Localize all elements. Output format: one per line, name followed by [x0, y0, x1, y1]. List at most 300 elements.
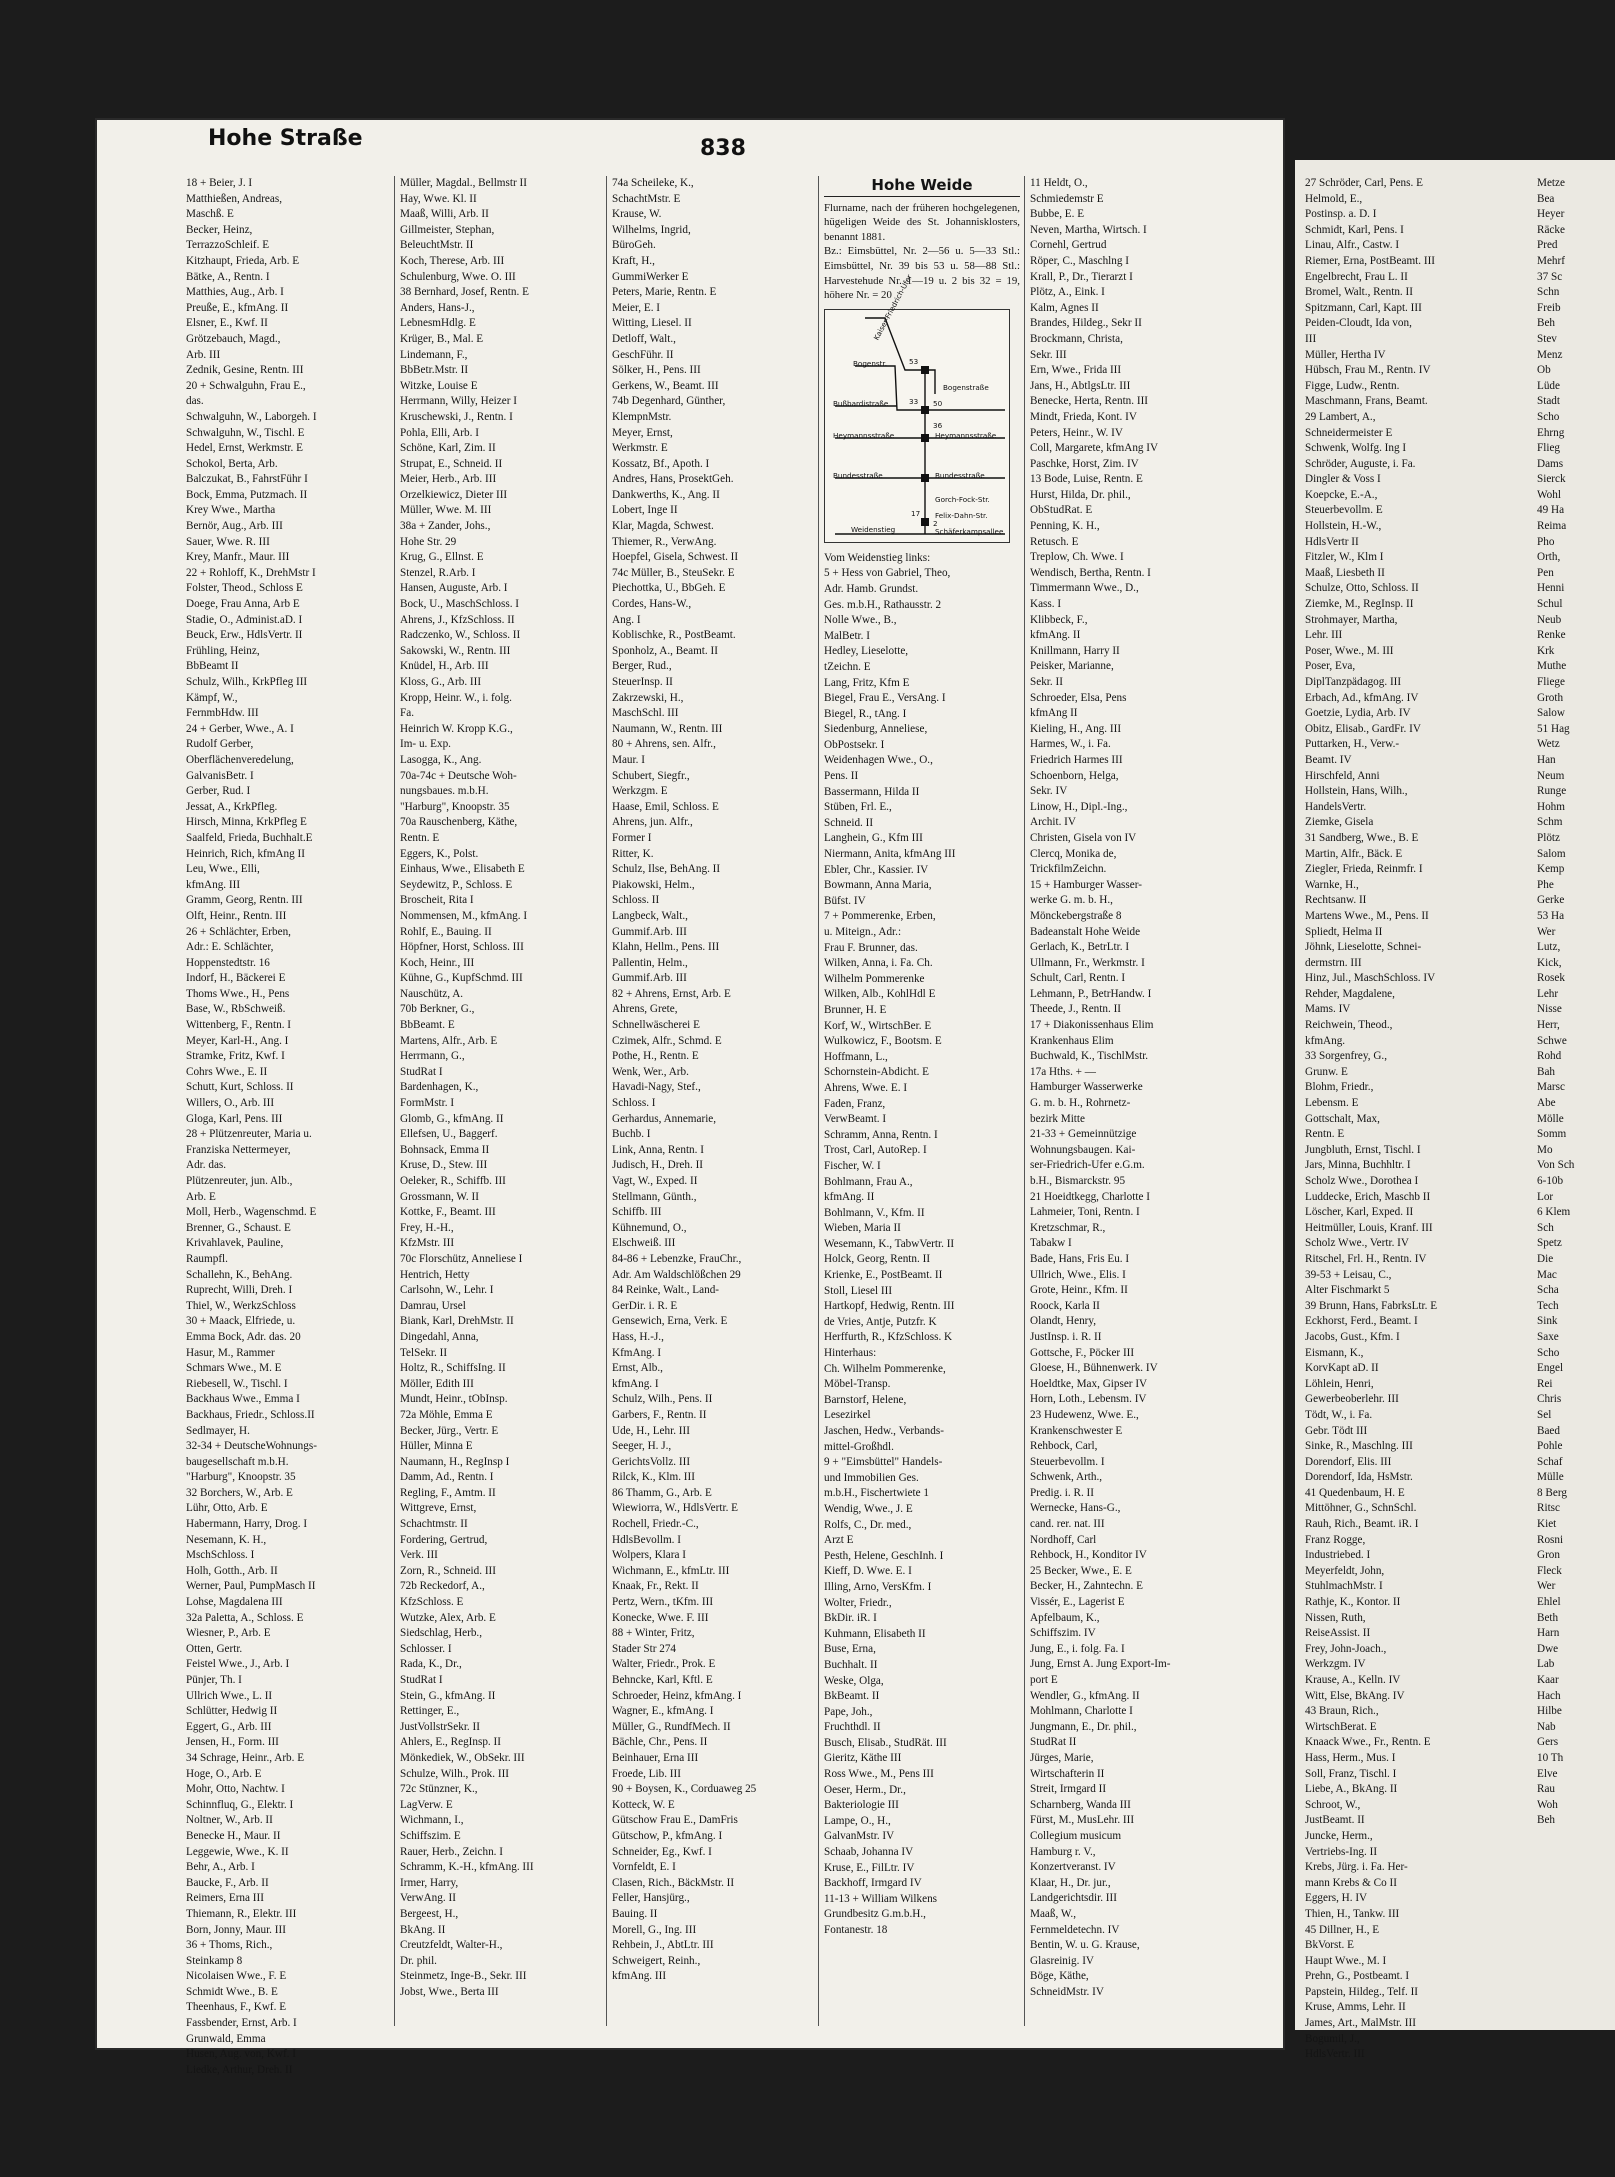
- directory-entry: Timmermann Wwe., D.,: [1030, 582, 1139, 595]
- directory-entry: Schöne, Karl, Zim. II: [400, 442, 496, 455]
- directory-entry: TelSekr. II: [400, 1346, 448, 1359]
- directory-entry: Schulz, Wilh., Pens. II: [612, 1393, 713, 1406]
- directory-entry: Lutz,: [1537, 941, 1561, 954]
- directory-entry: Haupt Wwe., M. I: [1305, 1954, 1387, 1967]
- directory-entry: "Harburg", Knoopstr. 35: [400, 800, 510, 813]
- directory-entry: Büfst. IV: [824, 894, 866, 907]
- directory-entry: und Immobilien Ges.: [824, 1471, 919, 1484]
- directory-entry: Kick,: [1537, 956, 1562, 969]
- directory-entry: Pothe, H., Rentn. E: [612, 1050, 699, 1063]
- directory-entry: Illing, Arno, VersKfm. I: [824, 1580, 932, 1593]
- directory-entry: kfmAng. III: [612, 1970, 667, 1983]
- directory-entry: 8 Berg: [1537, 1486, 1567, 1499]
- directory-entry: Maaß, Liesbeth II: [1305, 566, 1385, 579]
- directory-entry: Wetz: [1537, 738, 1560, 751]
- directory-entry: Sponholz, A., Beamt. II: [612, 644, 718, 657]
- directory-entry: Meier, Herb., Arb. III: [400, 473, 497, 486]
- directory-entry: Lüde: [1537, 379, 1560, 392]
- map-label: Bußbardistraße: [833, 398, 889, 408]
- directory-entry: Leu, Wwe., Elli,: [186, 863, 260, 876]
- directory-entry: Franziska Nettermeyer,: [186, 1143, 291, 1156]
- directory-entry: JustVollstrSekr. II: [400, 1720, 480, 1733]
- column-4: [824, 176, 1020, 2026]
- directory-entry: kfmAng. I: [612, 1377, 659, 1390]
- directory-entry: Henni: [1537, 582, 1565, 595]
- directory-entry: Rohlf, E., Bauing. II: [400, 925, 492, 938]
- directory-entry: Scholz Wwe., Vertr. IV: [1305, 1237, 1409, 1250]
- directory-entry: Retusch. E: [1030, 535, 1079, 548]
- directory-entry: Gramm, Georg, Rentn. III: [186, 894, 303, 907]
- directory-entry: Wer: [1537, 925, 1556, 938]
- directory-entry: Tabakw I: [1030, 1237, 1072, 1250]
- directory-entry: Witting, Liesel. II: [612, 317, 692, 330]
- directory-entry: Dams: [1537, 457, 1564, 470]
- directory-entry: Pallentin, Helm.,: [612, 956, 688, 969]
- directory-entry: Gloga, Karl, Pens. III: [186, 1112, 283, 1125]
- directory-entry: Lobert, Inge II: [612, 504, 678, 517]
- directory-entry: Bätke, A., Rentn. I: [186, 270, 270, 283]
- directory-entry: Horn, Loth., Lebensm. IV: [1030, 1393, 1147, 1406]
- directory-entry: Fassbender, Ernst, Arb. I: [186, 2017, 297, 2030]
- directory-entry: Gieritz, Käthe III: [824, 1752, 902, 1765]
- directory-entry: Faden, Franz,: [824, 1097, 886, 1110]
- directory-entry: ObPostsekr. I: [824, 738, 885, 751]
- directory-entry: 9 + "Eimsbüttel" Handels-: [824, 1456, 943, 1469]
- directory-entry: Bauing. II: [612, 1907, 658, 1920]
- directory-entry: 82 + Ahrens, Ernst, Arb. E: [612, 987, 731, 1000]
- directory-entry: Bohlmann, Frau A.,: [824, 1175, 913, 1188]
- directory-entry: Pens. II: [824, 770, 859, 783]
- directory-entry: Ahrens, Wwe. E. I: [824, 1081, 908, 1094]
- directory-entry: 13 Bode, Luise, Rentn. E: [1030, 473, 1143, 486]
- directory-entry: Schutt, Kurt, Schloss. II: [186, 1081, 294, 1094]
- directory-entry: Hass, Herm., Mus. I: [1305, 1751, 1396, 1764]
- directory-entry: Hohm: [1537, 800, 1565, 813]
- directory-entry: Salom: [1537, 847, 1566, 860]
- district-info: Bz.: Eimsbüttel, Nr. 2—56 u. 5—33 Stl.: Eimsbüttel, Nr. 39 bis 53 u. 58—88 Stl.: Harvestehude Nr. 1—19 u. 2 bis 32 = 19, höhere Nr. = 20: [824, 245, 1020, 302]
- directory-entry: Im- u. Exp.: [400, 738, 451, 751]
- directory-entry: Schiffszim. IV: [1030, 1627, 1096, 1640]
- directory-entry: 11-13 + William Wilkens: [824, 1892, 938, 1905]
- directory-entry: Freib: [1537, 301, 1561, 314]
- directory-entry: Erbach, Ad., kfmAng. IV: [1305, 691, 1419, 704]
- directory-entry: Oeleker, R., Schiffb. III: [400, 1175, 506, 1187]
- directory-entry: Kruse, E., FilLtr. IV: [824, 1861, 915, 1874]
- directory-entry: Hedel, Ernst, Werkmstr. E: [186, 442, 303, 455]
- directory-entry: Czimek, Alfr., Schmd. E: [612, 1034, 722, 1047]
- directory-entry: Schlosser. I: [400, 1642, 452, 1655]
- directory-entry: Morell, G., Ing. III: [612, 1923, 697, 1936]
- directory-entry: Becker, Jürg., Vertr. E: [400, 1424, 499, 1437]
- directory-entry: 84-86 + Lebenzke, FrauChr.,: [612, 1252, 742, 1265]
- directory-entry: Lehmann, P., BetrHandw. I: [1030, 987, 1152, 1000]
- directory-entry: 32-34 + DeutscheWohnungs-: [186, 1440, 317, 1453]
- directory-entry: 21 Hoeidtkegg, Charlotte I: [1030, 1190, 1150, 1203]
- map-label: Schäferkampsallee: [935, 526, 1004, 536]
- directory-entry: Gottsche, F., Pöcker III: [1030, 1346, 1135, 1359]
- directory-entry: Wulkowicz, F., Bootsm. E: [824, 1035, 942, 1048]
- directory-entry: Grunwald, Emma: [186, 2032, 266, 2045]
- directory-entry: 36 + Thoms, Rich.,: [186, 1939, 273, 1952]
- directory-entry: kfmAng II: [1030, 707, 1078, 720]
- directory-entry: Jöhnk, Lieselotte, Schnei-: [1305, 941, 1422, 954]
- directory-entry: Harn: [1537, 1627, 1560, 1640]
- directory-entry: Mindt, Frieda, Kont. IV: [1030, 410, 1137, 423]
- directory-entry: Witt, Else, BkAng. IV: [1305, 1689, 1405, 1702]
- directory-entry: Wendig, Wwe., J. E: [824, 1502, 913, 1515]
- column-divider: [606, 176, 607, 2026]
- directory-entry: Krivahlavek, Pauline,: [186, 1237, 284, 1250]
- directory-entry: KfzSchloss. E: [400, 1596, 464, 1609]
- directory-entry: 18 + Beier, J. I: [186, 177, 253, 189]
- directory-entry: Kaar: [1537, 1674, 1559, 1686]
- directory-entry: Franz Rogge,: [1305, 1533, 1366, 1546]
- directory-entry: Pohle: [1537, 1440, 1563, 1453]
- directory-entry: Schulz, Ilse, BehAng. II: [612, 863, 721, 876]
- directory-entry: Jacobs, Gust., Kfm. I: [1305, 1330, 1400, 1343]
- directory-entry: Spliedt, Helma II: [1305, 925, 1383, 938]
- directory-entry: Scho: [1537, 1346, 1560, 1359]
- directory-entry: Gerhardus, Annemarie,: [612, 1112, 717, 1125]
- directory-entry: Mittöhner, G., SchnSchl.: [1305, 1502, 1417, 1515]
- directory-entry: Rehbein, J., AbtLtr. III: [612, 1939, 714, 1952]
- directory-entry: Hilbe: [1537, 1705, 1562, 1718]
- directory-entry: Langbeck, Walt.,: [612, 909, 688, 922]
- directory-entry: Hansen, Auguste, Arb. I: [400, 582, 508, 595]
- directory-entry: Schröder, Auguste, i. Fa.: [1305, 457, 1416, 470]
- directory-entry: Damrau, Ursel: [400, 1299, 466, 1312]
- directory-entry: Wolter, Friedr.,: [824, 1596, 892, 1609]
- directory-entry: Kitzhaupt, Frieda, Arb. E: [186, 254, 300, 267]
- directory-entry: Bakteriologie III: [824, 1799, 899, 1812]
- directory-entry: Hohe Str. 29: [400, 535, 457, 548]
- directory-entry: GeschFühr. II: [612, 348, 674, 361]
- right-page: [1295, 160, 1615, 2061]
- directory-entry: Koepcke, E.-A.,: [1305, 488, 1378, 501]
- directory-entry: 37 Sc: [1537, 270, 1563, 283]
- directory-entry: Link, Anna, Rentn. I: [612, 1143, 704, 1156]
- directory-entry: Rosek: [1537, 972, 1565, 985]
- directory-entry: Apfelbaum, K.,: [1030, 1611, 1100, 1624]
- directory-entry: Steinmetz, Inge-B., Sekr. III: [400, 1970, 527, 1983]
- directory-entry: Ahrens, Grete,: [612, 1003, 678, 1016]
- directory-entry: Schinnfluq, G., Elektr. I: [186, 1798, 294, 1811]
- directory-entry: Tödt, W., i. Fa.: [1305, 1408, 1373, 1421]
- directory-entry: Meyer, Karl-H., Ang. I: [186, 1034, 289, 1047]
- directory-entry: Marsc: [1537, 1081, 1565, 1094]
- directory-entry: Bah: [1537, 1065, 1556, 1078]
- directory-entry: Sakowski, W., Rentn. III: [400, 644, 511, 657]
- directory-entry: Hass, H.-J.,: [612, 1330, 664, 1343]
- directory-entry: mann Krebs & Co II: [1305, 1876, 1397, 1889]
- column-4-entries: [824, 551, 1020, 1939]
- directory-entry: Frey, H.-H.,: [400, 1221, 454, 1234]
- directory-entry: Schramm, K.-H., kfmAng. III: [400, 1861, 534, 1874]
- directory-entry: Müller, G., RundfMech. II: [612, 1720, 731, 1733]
- directory-entry: Somm: [1537, 1128, 1567, 1141]
- directory-entry: port E: [1030, 1674, 1058, 1686]
- directory-entry: Wittgreve, Ernst,: [400, 1502, 477, 1515]
- directory-entry: Koch, Therese, Arb. III: [400, 254, 505, 267]
- directory-entry: Indorf, H., Bäckerei E: [186, 972, 286, 985]
- directory-entry: Langhein, G., Kfm III: [824, 832, 923, 845]
- directory-entry: Liebe, A., BkAng. II: [1305, 1783, 1398, 1796]
- directory-entry: Müller, Hertha IV: [1305, 348, 1386, 361]
- directory-entry: Schokol, Berta, Arb.: [186, 457, 278, 470]
- directory-entry: Ullrich Wwe., L. II: [186, 1689, 273, 1702]
- directory-entry: Jensen, H., Form. III: [186, 1736, 279, 1749]
- directory-entry: Ern, Wwe., Frida III: [1030, 364, 1122, 377]
- directory-entry: 24 + Gerber, Wwe., A. I: [186, 722, 294, 735]
- directory-entry: Damm, Ad., Rentn. I: [400, 1471, 494, 1484]
- directory-entry: Ellefsen, U., Baggerf.: [400, 1128, 498, 1141]
- directory-entry: Tech: [1537, 1299, 1559, 1312]
- directory-entry: Schweigert, Reinh.,: [612, 1954, 701, 1967]
- directory-entry: Meyerfeldt, John,: [1305, 1564, 1385, 1577]
- directory-entry: Juncke, Herm.,: [1305, 1829, 1373, 1842]
- section-title: Hohe Weide: [824, 178, 1020, 197]
- directory-entry: Hollstein, H.-W.,: [1305, 520, 1382, 533]
- directory-entry: Wesemann, K., TabwVertr. II: [824, 1237, 955, 1250]
- directory-entry: Gloese, H., Bühnenwerk. IV: [1030, 1362, 1158, 1375]
- directory-entry: Krause, W.: [612, 208, 662, 221]
- directory-entry: 53 Ha: [1537, 909, 1565, 922]
- directory-entry: Streit, Irmgard II: [1030, 1783, 1107, 1796]
- directory-entry: Höpfner, Horst, Schloss. III: [400, 941, 524, 954]
- directory-entry: m.b.H., Fischertwiete 1: [824, 1487, 930, 1500]
- directory-entry: Baed: [1537, 1424, 1560, 1437]
- directory-entry: Archit. IV: [1030, 816, 1076, 829]
- directory-entry: Judisch, H., Dreh. II: [612, 1159, 704, 1172]
- directory-entry: Arb. E: [186, 1190, 216, 1203]
- directory-entry: 74c Müller, B., SteuSekr. E: [612, 566, 735, 579]
- directory-entry: Gron: [1537, 1549, 1560, 1562]
- directory-entry: Koblischke, R., PostBeamt.: [612, 629, 736, 642]
- directory-entry: Garbers, F., Rentn. II: [612, 1408, 707, 1421]
- directory-entry: kfmAng.: [1305, 1034, 1346, 1047]
- directory-entry: Beth: [1537, 1611, 1559, 1624]
- directory-entry: 51 Hag: [1537, 722, 1570, 735]
- directory-entry: 22 + Rohloff, K., DrehMstr I: [186, 566, 316, 579]
- directory-entry: Prehn, G., Postbeamt. I: [1305, 1970, 1410, 1983]
- directory-entry: Biank, Karl, DrehMstr. II: [400, 1315, 514, 1328]
- directory-entry: Hurst, Hilda, Dr. phil.,: [1030, 488, 1131, 501]
- directory-entry: Engel: [1537, 1362, 1564, 1375]
- directory-entry: BbBetr.Mstr. II: [400, 364, 469, 377]
- directory-entry: Rada, K., Dr.,: [400, 1658, 462, 1671]
- directory-entry: Carlsohn, W., Lehr. I: [400, 1284, 494, 1297]
- directory-entry: Bächle, Chr., Pens. II: [612, 1736, 708, 1749]
- directory-entry: Schornstein-Abdicht. E: [824, 1066, 930, 1079]
- directory-entry: Jungbluth, Ernst, Tischl. I: [1305, 1143, 1421, 1156]
- directory-entry: Rau: [1537, 1783, 1556, 1796]
- directory-entry: 80 + Ahrens, sen. Alfr.,: [612, 738, 716, 751]
- directory-entry: Lohse, Magdalena III: [186, 1596, 283, 1609]
- directory-entry: Moll, Herb., Wagenschmd. E: [186, 1206, 317, 1219]
- directory-entry: Niermann, Anita, kfmAng III: [824, 848, 956, 861]
- directory-entry: Krankenhaus Elim: [1030, 1034, 1114, 1047]
- directory-entry: Gütschow, P., kfmAng. I: [612, 1829, 723, 1842]
- directory-entry: Holtz, R., SchiffsIng. II: [400, 1362, 506, 1375]
- directory-entry: das.: [186, 395, 204, 408]
- directory-entry: GerichtsVollz. III: [612, 1455, 691, 1468]
- directory-entry: b.H., Bismarckstr. 95: [1030, 1175, 1126, 1187]
- directory-entry: 34 Schrage, Heinr., Arb. E: [186, 1751, 305, 1764]
- directory-entry: Sekr. II: [1030, 676, 1063, 688]
- directory-entry: Neub: [1537, 613, 1562, 626]
- directory-entry: 6-10b: [1537, 1175, 1564, 1187]
- directory-entry: Stoll, Liesel III: [824, 1284, 893, 1297]
- directory-entry: Figge, Ludw., Rentn.: [1305, 379, 1400, 392]
- directory-entry: Adr.: E. Schlächter,: [186, 941, 274, 954]
- directory-entry: KfzMstr. III: [400, 1237, 455, 1250]
- directory-entry: Lehr. III: [1305, 629, 1343, 642]
- directory-entry: Scholz Wwe., Dorothea I: [1305, 1175, 1419, 1187]
- directory-entry: Regling, F., Amtm. II: [400, 1486, 496, 1499]
- directory-entry: Blohm, Friedr.,: [1305, 1081, 1374, 1094]
- column-divider: [818, 176, 819, 2026]
- directory-entry: Pred: [1537, 239, 1558, 252]
- directory-entry: 26 + Schlächter, Erben,: [186, 925, 291, 938]
- directory-entry: Oeser, Herm., Dr.,: [824, 1783, 906, 1796]
- directory-entry: Orth,: [1537, 551, 1561, 564]
- directory-entry: 86 Thamm, G., Arb. E: [612, 1486, 712, 1499]
- map-label: 33: [909, 396, 919, 406]
- directory-entry: Hedley, Lieselotte,: [824, 645, 909, 658]
- directory-entry: Olandt, Henry,: [1030, 1315, 1097, 1328]
- directory-entry: Fitzler, W., Klm I: [1305, 551, 1384, 564]
- directory-entry: Rauer, Herb., Zeichn. I: [400, 1845, 503, 1858]
- directory-entry: Ritschel, Frl. H., Rentn. IV: [1305, 1252, 1427, 1265]
- directory-entry: Buchhalt. II: [824, 1658, 878, 1671]
- directory-entry: 72a Möhle, Emma E: [400, 1408, 493, 1421]
- directory-entry: Schmidt Wwe., B. E: [186, 1985, 278, 1998]
- directory-entry: Bassermann, Hilda II: [824, 785, 920, 798]
- directory-entry: Hoge, O., Arb. E: [186, 1767, 262, 1780]
- directory-entry: Klibbeck, F.,: [1030, 613, 1088, 626]
- directory-entry: Badeanstalt Hohe Weide: [1030, 925, 1141, 938]
- directory-entry: TrickfilmZeichn.: [1030, 863, 1107, 876]
- directory-entry: Landgerichtsdir. III: [1030, 1892, 1117, 1905]
- directory-entry: Poser, Wwe., M. III: [1305, 644, 1394, 657]
- directory-entry: 74a Scheileke, K.,: [612, 177, 694, 189]
- directory-entry: FernmbHdw. III: [186, 707, 259, 720]
- directory-entry: Frau F. Brunner, das.: [824, 941, 918, 954]
- directory-entry: Naumann, W., Rentn. III: [612, 722, 723, 735]
- directory-entry: Wendler, G., kfmAng. II: [1030, 1689, 1140, 1702]
- directory-entry: BkAng. II: [400, 1923, 446, 1936]
- directory-entry: Feller, Hansjürg.,: [612, 1892, 690, 1905]
- directory-entry: 15 + Hamburger Wasser-: [1030, 878, 1142, 891]
- directory-entry: Schul: [1537, 598, 1563, 611]
- column-2: [400, 176, 590, 2026]
- directory-entry: SchneidMstr. IV: [1030, 1985, 1104, 1998]
- directory-entry: Eggert, G., Arb. III: [186, 1720, 272, 1733]
- directory-entry: Anders, Hans-J.,: [400, 301, 475, 314]
- directory-entry: Lor: [1537, 1190, 1554, 1203]
- directory-entry: Kalm, Agnes II: [1030, 301, 1099, 314]
- directory-entry: 38 Bernhard, Josef, Rentn. E: [400, 286, 529, 299]
- directory-entry: Neven, Martha, Wirtsch. I: [1030, 223, 1147, 236]
- directory-entry: Ges. m.b.H., Rathausstr. 2: [824, 598, 942, 611]
- directory-entry: Adr. Hamb. Grundst.: [824, 582, 919, 595]
- directory-entry: Saalfeld, Frieda, Buchhalt.E: [186, 831, 313, 844]
- directory-entry: Mehrf: [1537, 254, 1565, 267]
- directory-entry: Sedlmayer, H.: [186, 1424, 250, 1437]
- directory-entry: Wagner, E., kfmAng. I: [612, 1705, 714, 1718]
- map-label: Bundesstraße: [935, 470, 985, 480]
- directory-entry: Helmold, E.,: [1305, 192, 1363, 205]
- directory-entry: baugesellschaft m.b.H.: [186, 1455, 289, 1468]
- directory-entry: Linow, H., Dipl.-Ing.,: [1030, 800, 1128, 813]
- directory-entry: Postinsp. a. D. I: [1305, 208, 1377, 221]
- directory-entry: Fordering, Gertrud,: [400, 1533, 488, 1546]
- directory-entry: Penning, K. H.,: [1030, 520, 1100, 533]
- directory-entry: Stein, G., kfmAng. II: [400, 1689, 496, 1702]
- directory-entry: Siedschlag, Herb.,: [400, 1627, 483, 1640]
- directory-entry: Muthe: [1537, 660, 1567, 673]
- directory-entry: Schmiedemstr E: [1030, 192, 1104, 205]
- directory-entry: 21-33 + Gemeinnützige: [1030, 1128, 1137, 1141]
- directory-entry: Mundt, Heinr., tObInsp.: [400, 1393, 508, 1406]
- directory-entry: Elsner, E., Kwf. II: [186, 317, 268, 330]
- directory-entry: Maaß, Willi, Arb. II: [400, 208, 489, 221]
- directory-entry: Glasreinig. IV: [1030, 1954, 1095, 1967]
- directory-entry: 39-53 + Leisau, C.,: [1305, 1268, 1392, 1281]
- directory-entry: Gerlach, K., BetrLtr. I: [1030, 941, 1130, 954]
- directory-entry: Lab: [1537, 1658, 1555, 1671]
- directory-entry: HdlsBevollm. I: [612, 1533, 681, 1546]
- directory-entry: Dorendorf, Elis. III: [1305, 1455, 1392, 1468]
- directory-entry: Bea: [1537, 192, 1555, 205]
- directory-entry: Obitz, Elisab., GardFr. IV: [1305, 722, 1421, 735]
- directory-entry: Krause, A., Kelln. IV: [1305, 1674, 1401, 1686]
- directory-entry: GalvanMstr. IV: [824, 1830, 895, 1843]
- directory-entry: Sekr. IV: [1030, 785, 1068, 798]
- directory-entry: Ude, H., Lehr. III: [612, 1424, 690, 1437]
- directory-entry: Wenk, Wer., Arb.: [612, 1065, 689, 1078]
- directory-entry: Lehr: [1537, 987, 1559, 1000]
- directory-entry: 74b Degenhard, Günther,: [612, 395, 726, 408]
- directory-entry: Barnstorf, Helene,: [824, 1393, 907, 1406]
- directory-entry: Gebr. Tödt III: [1305, 1424, 1368, 1437]
- directory-entry: Benecke H., Maur. II: [186, 1829, 281, 1842]
- directory-entry: Spetz: [1537, 1237, 1562, 1250]
- directory-entry: Menz: [1537, 348, 1563, 361]
- directory-entry: 20 + Schwalguhn, Frau E.,: [186, 379, 306, 392]
- directory-entry: TerrazzoSchleif. E: [186, 239, 270, 252]
- directory-entry: 70a Rauschenberg, Käthe,: [400, 816, 518, 829]
- directory-entry: GummiWerker E: [612, 270, 689, 283]
- directory-entry: Einhaus, Wwe., Elisabeth E: [400, 863, 525, 876]
- directory-entry: Bohnsack, Emma II: [400, 1143, 490, 1156]
- directory-entry: Wichmann, E., kfmLtr. III: [612, 1564, 730, 1577]
- directory-entry: Nicolaisen Wwe., F. E: [186, 1970, 287, 1983]
- directory-entry: Creutzfeldt, Walter-H.,: [400, 1939, 503, 1952]
- directory-entry: Mülle: [1537, 1471, 1564, 1484]
- map-label: 17: [911, 508, 921, 518]
- directory-entry: Preuße, E., kfmAng. II: [186, 301, 289, 314]
- directory-entry: Becker, Heinz,: [186, 223, 253, 236]
- directory-entry: Ullrich, Wwe., Elis. I: [1030, 1268, 1126, 1281]
- directory-entry: Wirtschafterin II: [1030, 1767, 1105, 1780]
- directory-entry: Thiemer, R., VerwAng.: [612, 535, 717, 548]
- directory-entry: Warnke, H.,: [1305, 878, 1359, 891]
- directory-entry: Schiffb. III: [612, 1206, 662, 1219]
- directory-entry: Martens Wwe., M., Pens. II: [1305, 909, 1429, 922]
- directory-entry: Vissér, E., Lagerist E: [1030, 1596, 1125, 1609]
- directory-entry: Hamburger Wasserwerke: [1030, 1081, 1143, 1094]
